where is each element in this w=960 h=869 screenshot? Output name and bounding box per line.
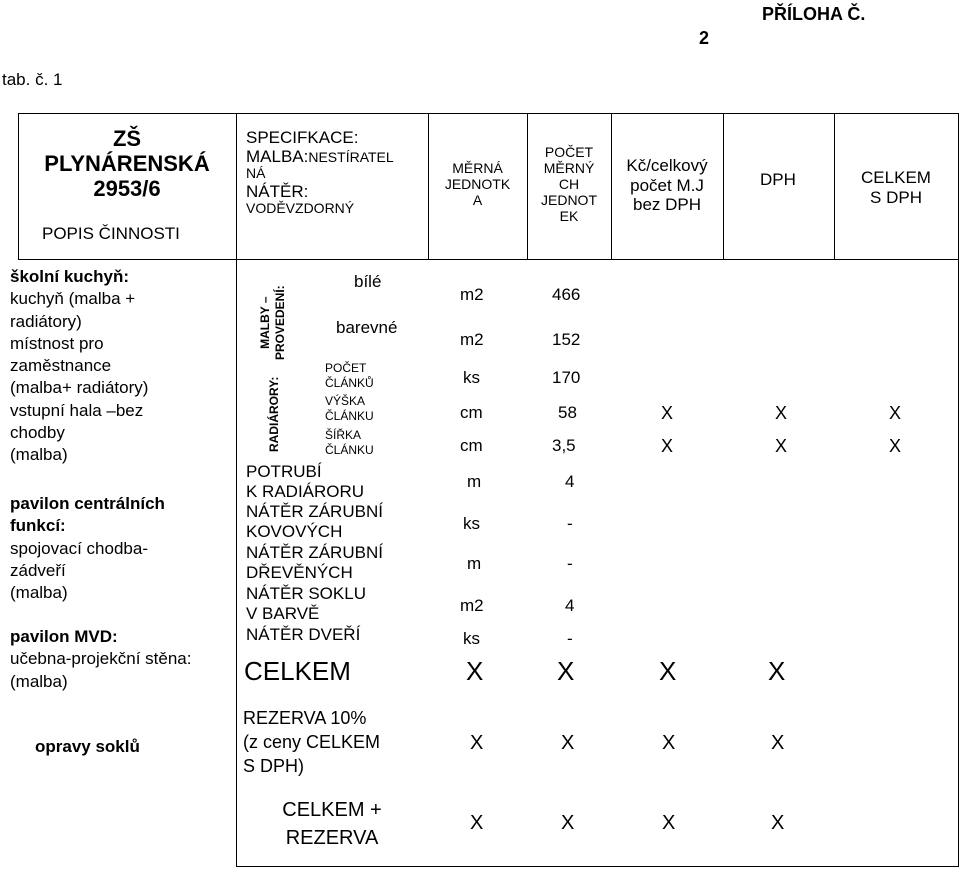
spec-line-3: NÁ <box>246 165 266 182</box>
annex-title: PŘÍLOHA Č. <box>762 4 866 24</box>
height-unit: cm <box>460 403 483 422</box>
grand-x-4: X <box>771 812 785 834</box>
grand-line-2: REZERVA <box>285 827 379 849</box>
malby-line-2: PROVEDENÍ: <box>273 285 287 360</box>
header-bottom-line <box>18 259 959 260</box>
school-line-1: ZŠ <box>112 125 142 151</box>
activity-header: POPIS ČINNOSTI <box>42 224 180 243</box>
white-unit: m2 <box>460 285 484 304</box>
plinth-label <box>246 584 366 624</box>
color-unit: m2 <box>460 330 484 349</box>
price-line-1: Kč/celkový <box>626 156 708 175</box>
wood-frame-line-2: DŘEVĚNÝCH <box>246 563 353 582</box>
reserve-label <box>243 706 380 778</box>
mvd-block <box>10 626 191 693</box>
width-unit: cm <box>460 436 483 455</box>
metal-frame-unit: ks <box>463 514 480 533</box>
description-column <box>10 266 148 467</box>
table-bottom-line <box>236 866 959 867</box>
central-line: zádveří <box>10 560 66 580</box>
reserve-line-3: S DPH) <box>243 756 305 776</box>
central-title: pavilon centrálních <box>10 494 165 513</box>
white-qty: 466 <box>552 285 581 304</box>
central-title: funkcí: <box>10 516 66 536</box>
table-reference: tab. č. 1 <box>2 70 63 89</box>
price-header <box>613 156 721 215</box>
grand-total-label <box>262 796 402 852</box>
price-line-2: počet M.J <box>630 175 704 195</box>
width-vat-x: X <box>775 436 788 456</box>
height-vat-x: X <box>775 403 788 423</box>
metal-frame-line-2: KOVOVÝCH <box>246 522 343 541</box>
malby-vertical-label <box>258 285 288 360</box>
table-top-line <box>18 113 959 114</box>
grid-line-7 <box>834 113 835 260</box>
unit-line-3: A <box>472 192 483 209</box>
sections-label <box>325 361 374 391</box>
plinth-unit: m2 <box>460 596 484 615</box>
grand-x-1: X <box>470 812 484 834</box>
total-header <box>836 168 956 207</box>
width-price-x: X <box>661 436 674 456</box>
plinth-qty: 4 <box>565 596 575 615</box>
kitchen-line: kuchyň (malba + <box>10 289 136 309</box>
malby-line-1: MALBY – <box>258 296 272 349</box>
kitchen-line: místnost pro <box>10 333 104 353</box>
kitchen-line: vstupní hala –bez <box>10 400 144 420</box>
doors-label: NÁTĚR DVEŘÍ <box>246 625 361 644</box>
unit-line-1: MĚRNÁ <box>452 160 503 176</box>
reserve-x-2: X <box>561 732 575 754</box>
grid-line-2 <box>236 113 237 867</box>
vat-header: DPH <box>760 170 796 189</box>
plinth-repair: opravy soklů <box>35 737 140 756</box>
radiatory-vertical-label: RADIÁRORY: <box>267 376 281 452</box>
central-line: (malba) <box>10 583 68 603</box>
celkem-x-1: X <box>466 656 484 686</box>
width-line-2: ČLÁNKU <box>325 443 374 457</box>
doors-unit: ks <box>463 629 480 648</box>
reserve-x-3: X <box>662 732 676 754</box>
price-line-3: bez DPH <box>632 195 702 215</box>
central-line: spojovací chodba- <box>10 538 148 558</box>
reserve-line-1: REZERVA 10% <box>243 708 367 728</box>
grand-x-3: X <box>662 812 676 834</box>
sections-qty: 170 <box>552 368 581 387</box>
pipe-label <box>246 462 364 502</box>
kitchen-line: (malba+ radiátory) <box>10 378 149 398</box>
pipe-qty: 4 <box>565 472 575 491</box>
school-header <box>20 116 234 211</box>
total-line-2: S DPH <box>870 187 922 207</box>
color-qty: 152 <box>552 330 581 349</box>
celkem-label: CELKEM <box>244 656 351 686</box>
unit-line-2: JEDNOTK <box>444 176 511 193</box>
reserve-x-1: X <box>470 732 484 754</box>
grid-line-3 <box>428 113 429 260</box>
mvd-title: pavilon MVD: <box>10 627 118 646</box>
kitchen-title: školní kuchyň: <box>10 267 130 286</box>
pipe-unit: m <box>467 472 482 491</box>
qty-line-2: MĚRNÝ <box>543 160 595 177</box>
spec-line-2 <box>246 147 426 166</box>
qty-header <box>529 144 609 224</box>
qty-line-5: EK <box>559 208 579 225</box>
doors-qty: - <box>567 629 573 648</box>
celkem-x-4: X <box>768 656 786 686</box>
width-qty: 3,5 <box>552 436 576 455</box>
grid-line-6 <box>723 113 724 260</box>
wood-frame-unit: m <box>467 554 482 573</box>
spec-line-5: VODĚVZDORNÝ <box>246 199 355 216</box>
central-block <box>10 493 165 604</box>
spec-malba: MALBA: <box>246 147 309 167</box>
grand-line-1: CELKEM + <box>282 799 382 821</box>
pipe-line-2: K RADIÁRORU <box>246 482 365 501</box>
metal-frame-line-1: NÁTĚR ZÁRUBNÍ <box>246 502 383 521</box>
metal-frame-label <box>246 502 383 542</box>
height-qty: 58 <box>558 403 577 422</box>
width-total-x: X <box>889 436 902 456</box>
kitchen-line: zaměstnance <box>10 356 112 376</box>
height-price-x: X <box>661 403 674 423</box>
sections-line-1: POČET <box>325 361 367 375</box>
height-label <box>325 394 374 424</box>
height-line-1: VÝŠKA <box>325 394 366 408</box>
plinth-line-2: V BARVĚ <box>246 604 320 623</box>
spec-line-1: SPECIFKACE: <box>246 128 359 147</box>
qty-line-3: CH <box>558 176 580 193</box>
unit-header <box>430 160 525 208</box>
mvd-line: učebna-projekční stěna: <box>10 649 192 669</box>
celkem-x-2: X <box>557 656 575 686</box>
grid-line-8 <box>958 113 959 867</box>
kitchen-line: radiátory) <box>10 311 82 331</box>
plinth-line-1: NÁTĚR SOKLU <box>246 584 366 603</box>
spec-nestiratel: NESTÍRATEL <box>308 149 394 166</box>
sections-unit: ks <box>463 368 480 387</box>
total-line-1: CELKEM <box>861 168 931 187</box>
spec-line-4: NÁTĚR: <box>246 181 309 201</box>
pipe-line-1: POTRUBÍ <box>246 462 322 481</box>
grid-line-1 <box>18 113 19 260</box>
white-label: bílé <box>354 272 382 291</box>
kitchen-line: chodby <box>10 423 65 443</box>
metal-frame-qty: - <box>567 514 573 533</box>
sections-line-2: ČLÁNKŮ <box>325 376 374 390</box>
color-label: barevné <box>336 318 398 337</box>
height-line-2: ČLÁNKU <box>325 409 374 423</box>
grand-x-2: X <box>561 812 575 834</box>
school-line-2: PLYNÁRENSKÁ <box>44 150 210 176</box>
reserve-line-2: (z ceny CELKEM <box>243 732 381 752</box>
grid-line-5 <box>611 113 612 260</box>
qty-line-1: POČET <box>544 144 594 160</box>
wood-frame-qty: - <box>567 554 573 573</box>
width-line-1: ŠÍŘKA <box>325 428 362 442</box>
wood-frame-label <box>246 543 383 583</box>
reserve-x-4: X <box>771 732 785 754</box>
mvd-line: (malba) <box>10 671 68 691</box>
wood-frame-line-1: NÁTĚR ZÁRUBNÍ <box>246 543 383 562</box>
width-label <box>325 428 374 458</box>
kitchen-line: (malba) <box>10 445 68 465</box>
page-number: 2 <box>699 28 710 48</box>
school-line-3: 2953/6 <box>93 176 161 202</box>
qty-line-4: JEDNOT <box>541 192 597 209</box>
grid-line-4 <box>527 113 528 260</box>
spec-header <box>246 128 426 216</box>
height-total-x: X <box>889 403 902 423</box>
celkem-x-3: X <box>659 656 677 686</box>
